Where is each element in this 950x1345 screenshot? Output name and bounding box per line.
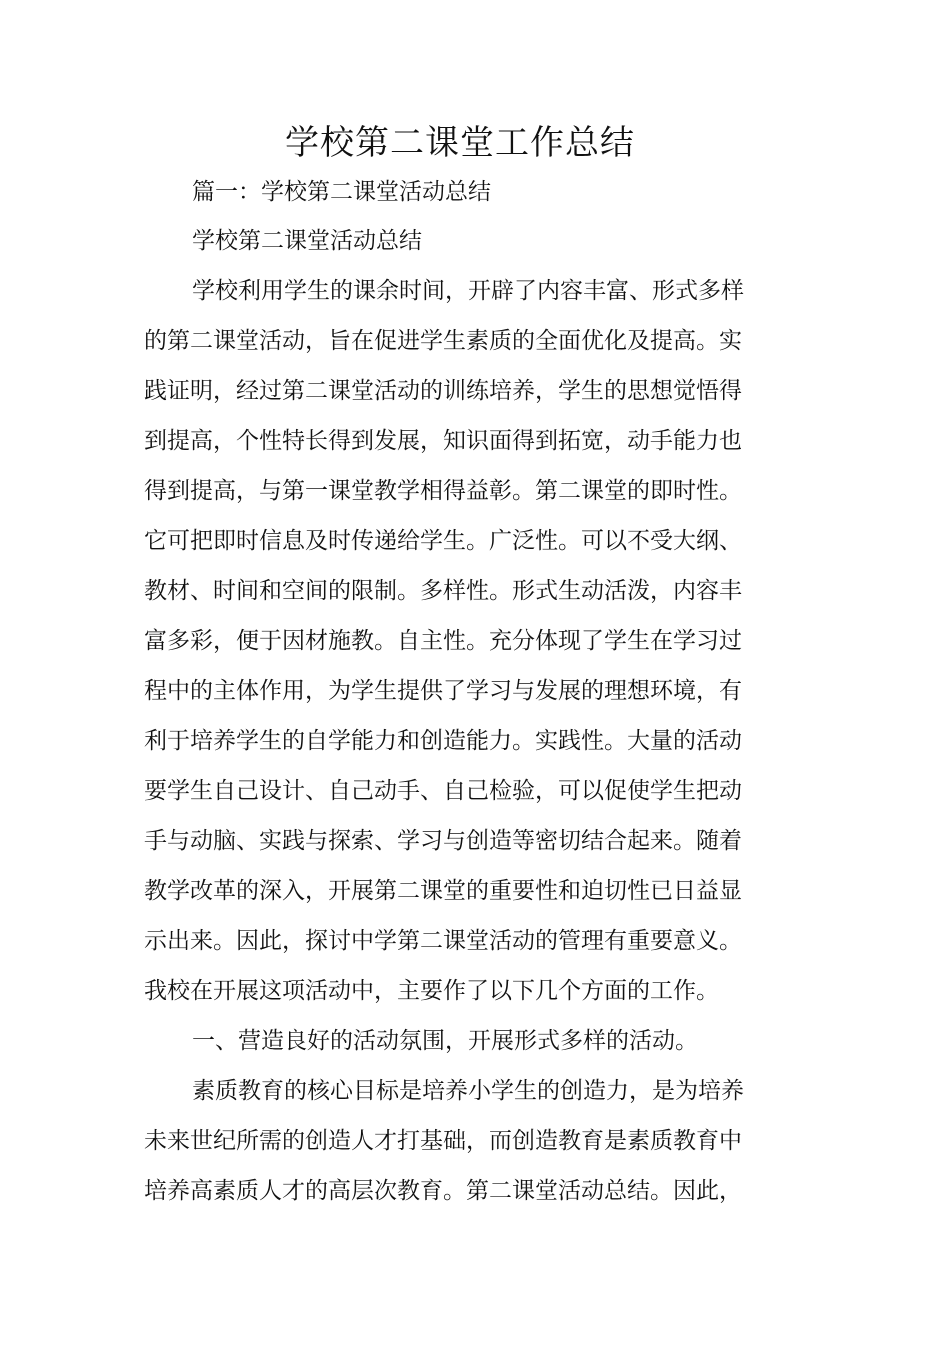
paragraph-line: 教学改革的深入，开展第二课堂的重要性和迫切性已日益显: [144, 878, 742, 904]
section-heading: 学校第二课堂活动总结: [192, 228, 422, 254]
paragraph-line: 教材、时间和空间的限制。多样性。形式生动活泼，内容丰: [144, 578, 742, 604]
paragraph-line: 未来世纪所需的创造人才打基础，而创造教育是素质教育中: [144, 1128, 742, 1154]
paragraph-line: 我校在开展这项活动中，主要作了以下几个方面的工作。: [144, 978, 719, 1004]
paragraph-line: 学校利用学生的课余时间，开辟了内容丰富、形式多样: [192, 278, 744, 304]
paragraph-line: 培养高素质人才的高层次教育。第二课堂活动总结。因此，: [144, 1178, 742, 1204]
paragraph-line: 程中的主体作用，为学生提供了学习与发展的理想环境，有: [144, 678, 742, 704]
page-title: 学校第二课堂工作总结: [285, 123, 635, 163]
paragraph-line: 素质教育的核心目标是培养小学生的创造力，是为培养: [192, 1078, 744, 1104]
section-point-heading: 一、营造良好的活动氛围，开展形式多样的活动。: [192, 1028, 698, 1054]
paragraph-line: 践证明，经过第二课堂活动的训练培养，学生的思想觉悟得: [144, 378, 742, 404]
paragraph-line: 利于培养学生的自学能力和创造能力。实践性。大量的活动: [144, 728, 742, 754]
paragraph-line: 富多彩，便于因材施教。自主性。充分体现了学生在学习过: [144, 628, 742, 654]
paragraph-line: 它可把即时信息及时传递给学生。广泛性。可以不受大纲、: [144, 528, 742, 554]
paragraph-line: 到提高，个性特长得到发展，知识面得到拓宽，动手能力也: [144, 428, 742, 454]
paragraph-line: 得到提高，与第一课堂教学相得益彰。第二课堂的即时性。: [144, 478, 742, 504]
paragraph-line: 要学生自己设计、自己动手、自己检验，可以促使学生把动: [144, 778, 742, 804]
paragraph-line: 示出来。因此，探讨中学第二课堂活动的管理有重要意义。: [144, 928, 742, 954]
paragraph-line: 的第二课堂活动，旨在促进学生素质的全面优化及提高。实: [144, 328, 742, 354]
subtitle-line: 篇一：学校第二课堂活动总结: [192, 179, 491, 205]
paragraph-line: 手与动脑、实践与探索、学习与创造等密切结合起来。随着: [144, 828, 742, 854]
